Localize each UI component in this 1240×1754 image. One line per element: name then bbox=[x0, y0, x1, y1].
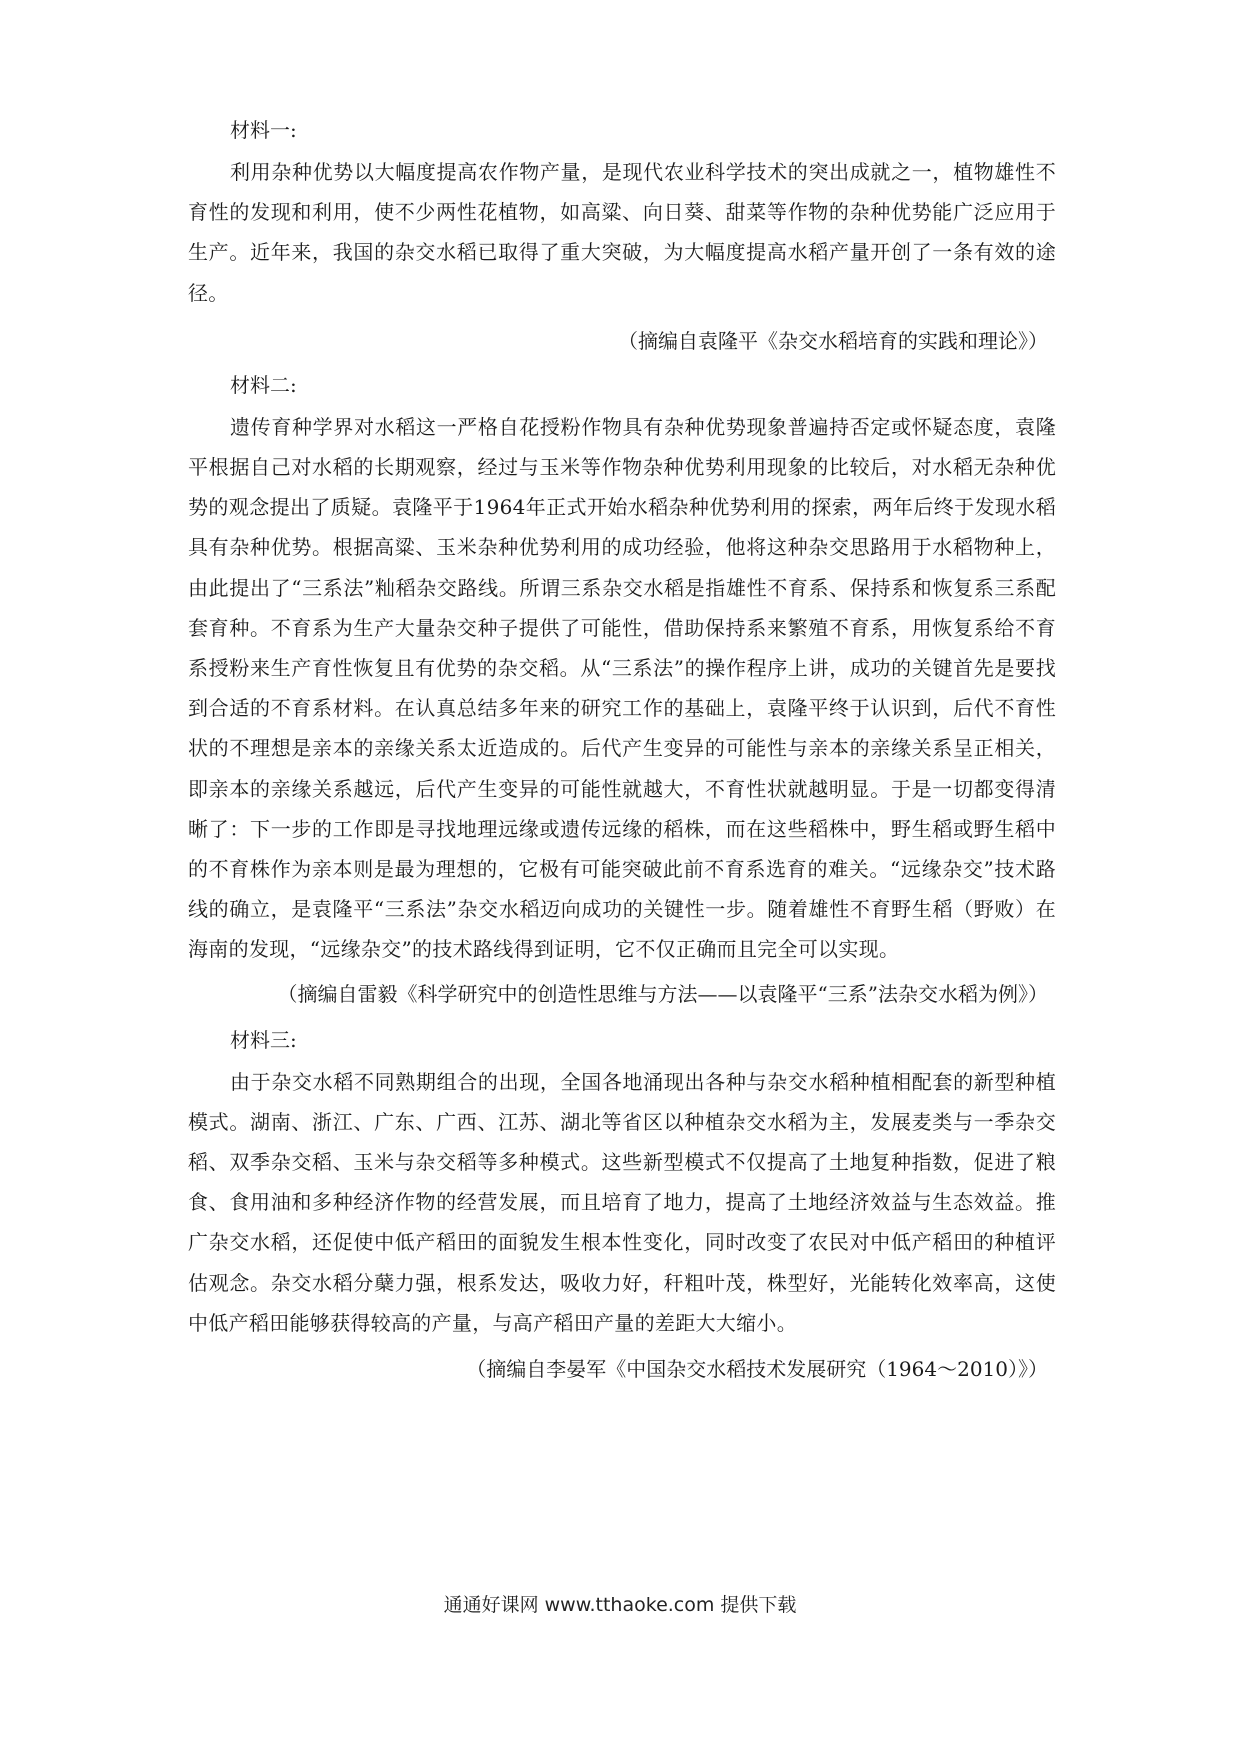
material-2 bbox=[188, 363, 1056, 1014]
material-1 bbox=[188, 108, 1056, 363]
material-3-text: 由于杂交水稻不同熟期组合的出现，全国各地涌现出各种与杂交水稻种植相配套的新型种植模式。湖南、浙江、广东、广西、江苏、湖北等省区以种植杂交水稻为主，发展麦类与一季杂交稻、双季杂交稻、玉米与杂交稻等多种模式。这些新型模式不仅提高了土地复种指数，促进了粮食、食用油和多种经济作物的经营发展，而且培育了地力，提高了土地经济效益与生态效益。推广杂交水稻，还促使中低产稻田的面貌发生根本性变化，同时改变了农民对中低产稻田的种植评估观念。杂交水稻分蘖力强，根系发达，吸收力好，秆粗叶茂，株型好，光能转化效率高，这使中低产稻田能够获得较高的产量，与高产稻田产量的差距大大缩小。 bbox=[188, 1069, 1056, 1335]
document-body bbox=[188, 108, 1056, 1391]
material-1-source: （摘编自袁隆平《杂交水稻培育的实践和理论》） bbox=[618, 328, 1048, 353]
material-2-text: 遗传育种学界对水稻这一严格自花授粉作物具有杂种优势现象普遍持否定或怀疑态度，袁隆平根据自己对水稻的长期观察，经过与玉米等作物杂种优势利用现象的比较后，对水稻无杂种优势的观念提出了质疑。袁隆平于1964年正式开始水稻杂种优势利用的探索，两年后终于发现水稻具有杂种优势。根据高粱、玉米杂种优势利用的成功经验，他将这种杂交思路用于水稻物种上，由此提出了“三系法”籼稻杂交路线。所谓三系杂交水稻是指雄性不育系、保持系和恢复系三系配套育种。不育系为生产大量杂交种子提供了可能性，借助保持系来繁殖不育系，用恢复系给不育系授粉来生产育性恢复且有优势的杂交稻。从“三系法”的操作程序上讲，成功的关键首先是要找到合适的不育系材料。在认真总结多年来的研究工作的基础上，袁隆平终于认识到，后代不育性状的不理想是亲本的亲缘关系太近造成的。后代产生变异的可能性与亲本的亲缘关系呈正相关，即亲本的亲缘关系越远，后代产生变异的可能性就越大，不育性状就越明显。于是一切都变得清晰了：下一步的工作即是寻找地理远缘或遗传远缘的稻株，而在这些稻株中，野生稻或野生稻中的不育株作为亲本则是最为理想的，它极有可能突破此前不育系选育的难关。“远缘杂交”技术路线的确立，是袁隆平“三系法”杂交水稻迈向成功的关键性一步。随着雄性不育野生稻（野败）在海南的发现，“远缘杂交”的技术路线得到证明，它不仅正确而且完全可以实现。 bbox=[188, 414, 1056, 962]
material-3-source: （摘编自李晏军《中国杂交水稻技术发展研究（1964～2010）》） bbox=[466, 1357, 1048, 1382]
material-3-title: 材料三: bbox=[230, 1027, 297, 1052]
material-1-text: 利用杂种优势以大幅度提高农作物产量，是现代农业科学技术的突出成就之一，植物雄性不育性的发现和利用，使不少两性花植物，如高粱、向日葵、甜菜等作物的杂种优势能广泛应用于生产。近年来，我国的杂交水稻已取得了重大突破，为大幅度提高水稻产量开创了一条有效的途径。 bbox=[188, 160, 1056, 305]
material-2-source: （摘编自雷毅《科学研究中的创造性思维与方法——以袁隆平“三系”法杂交水稻为例》） bbox=[277, 981, 1048, 1006]
page-footer: 通通好课网 www.tthaoke.com 提供下载 bbox=[443, 1594, 797, 1616]
material-1-title: 材料一: bbox=[230, 118, 297, 142]
material-2-title: 材料二: bbox=[230, 372, 297, 397]
material-3 bbox=[188, 1018, 1056, 1391]
